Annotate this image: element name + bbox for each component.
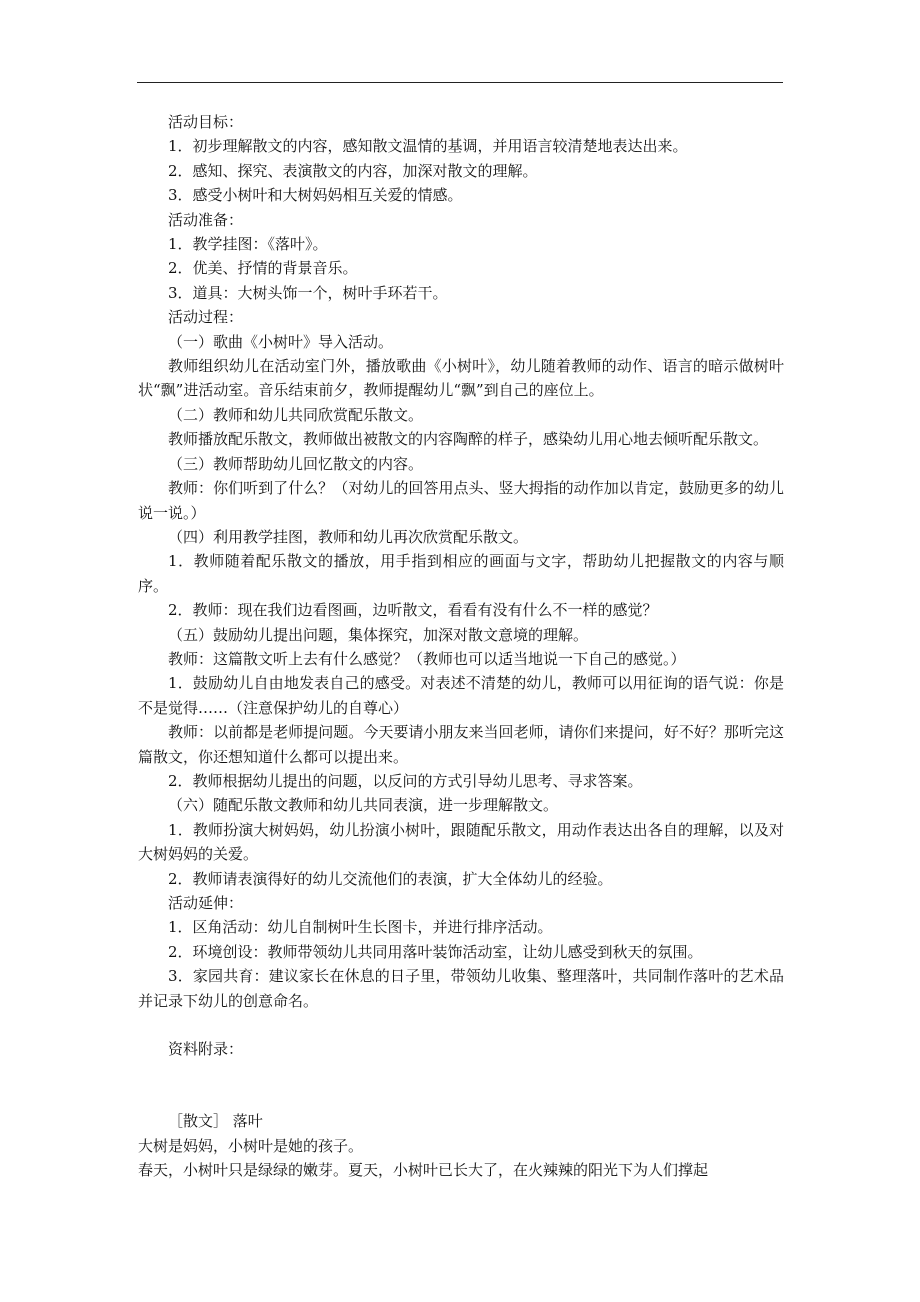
- paragraph: 1．鼓励幼儿自由地发表自己的感受。对表述不清楚的幼儿，教师可以用征询的语气说：你是不是觉得……（注意保护幼儿的自尊心）: [138, 674, 784, 717]
- paragraph: （四）利用教学挂图，教师和幼儿再次欣赏配乐散文。: [168, 527, 529, 546]
- paragraph: 1．教师扮演大树妈妈，幼儿扮演小树叶，跟随配乐散文，用动作表达出各自的理解，以及对大树妈妈的关爱。: [138, 820, 784, 864]
- paragraph: 2．环境创设：教师带领幼儿共同用落叶装饰活动室，让幼儿感受到秋天的氛围。: [168, 942, 703, 961]
- paragraph: 2．优美、抒情的背景音乐。: [168, 259, 358, 278]
- paragraph: ［散文］ 落叶: [168, 1112, 263, 1131]
- paragraph: 2．教师：现在我们边看图画，边听散文，看看有没有什么不一样的感觉？: [168, 601, 658, 620]
- paragraph: 3．家园共育：建议家长在休息的日子里，带领幼儿收集、整理落叶，共同制作落叶的艺术品并记录下幼儿的创意命名。: [138, 967, 784, 1010]
- paragraph: 活动准备：: [168, 210, 244, 229]
- paragraph: 教师播放配乐散文，教师做出被散文的内容陶醉的样子，感染幼儿用心地去倾听配乐散文。: [168, 430, 769, 449]
- paragraph: 教师：你们听到了什么？（对幼儿的回答用点头、竖大拇指的动作加以肯定，鼓励更多的幼儿说一说。）: [138, 479, 784, 522]
- paragraph: 1．教师随着配乐散文的播放，用手指到相应的画面与文字，帮助幼儿把握散文的内容与顺序。: [138, 552, 784, 595]
- paragraph: 1．区角活动：幼儿自制树叶生长图卡，并进行排序活动。: [168, 918, 553, 937]
- paragraph: 2．教师根据幼儿提出的问题，以反问的方式引导幼儿思考、寻求答案。: [168, 771, 643, 790]
- blank-line: [138, 1085, 784, 1109]
- paragraph: 3．感受小树叶和大树妈妈相互关爱的情感。: [168, 186, 463, 205]
- paragraph: 3．道具：大树头饰一个，树叶手环若干。: [168, 283, 448, 302]
- paragraph: 活动过程：: [168, 308, 244, 327]
- paragraph: （六）随配乐散文教师和幼儿共同表演，进一步理解散文。: [168, 796, 559, 815]
- document-body: [138, 110, 784, 1183]
- paragraph: 活动目标：: [168, 113, 244, 131]
- header-rule: [137, 82, 783, 83]
- paragraph: 大树是妈妈，小树叶是她的孩子。: [138, 1136, 364, 1155]
- paragraph: 教师组织幼儿在活动室门外，播放歌曲《小树叶》，幼儿随着教师的动作、语言的暗示做树叶状“飘”进活动室。音乐结束前夕，教师提醒幼儿“飘”到自己的座位上。: [138, 357, 784, 400]
- blank-line: [138, 1061, 784, 1085]
- blank-line: [138, 1013, 784, 1037]
- paragraph: （三）教师帮助幼儿回忆散文的内容。: [168, 454, 424, 473]
- paragraph: 资料附录：: [168, 1040, 244, 1059]
- paragraph: 2．感知、探究、表演散文的内容，加深对散文的理解。: [168, 161, 538, 180]
- paragraph: 教师：这篇散文听上去有什么感觉？（教师也可以适当地说一下自己的感觉。）: [168, 649, 686, 668]
- paragraph: 1．教学挂图：《落叶》。: [168, 235, 328, 254]
- paragraph: （二）教师和幼儿共同欣赏配乐散文。: [168, 405, 424, 424]
- paragraph: 教师：以前都是老师提问题。今天要请小朋友来当回老师，请你们来提问，好不好？那听完这篇散文，你还想知道什么都可以提出来。: [138, 723, 784, 766]
- paragraph: （五）鼓励幼儿提出问题，集体探究，加深对散文意境的理解。: [168, 625, 589, 644]
- paragraph: 春天，小树叶只是绿绿的嫩芽。夏天，小树叶已长大了，在火辣辣的阳光下为人们撑起: [138, 1161, 709, 1180]
- paragraph: 1．初步理解散文的内容，感知散文温情的基调，并用语言较清楚地表达出来。: [168, 137, 688, 156]
- paragraph: 2．教师请表演得好的幼儿交流他们的表演，扩大全体幼儿的经验。: [168, 869, 613, 888]
- paragraph: 活动延伸：: [168, 894, 244, 912]
- paragraph: （一）歌曲《小树叶》导入活动。: [168, 332, 394, 351]
